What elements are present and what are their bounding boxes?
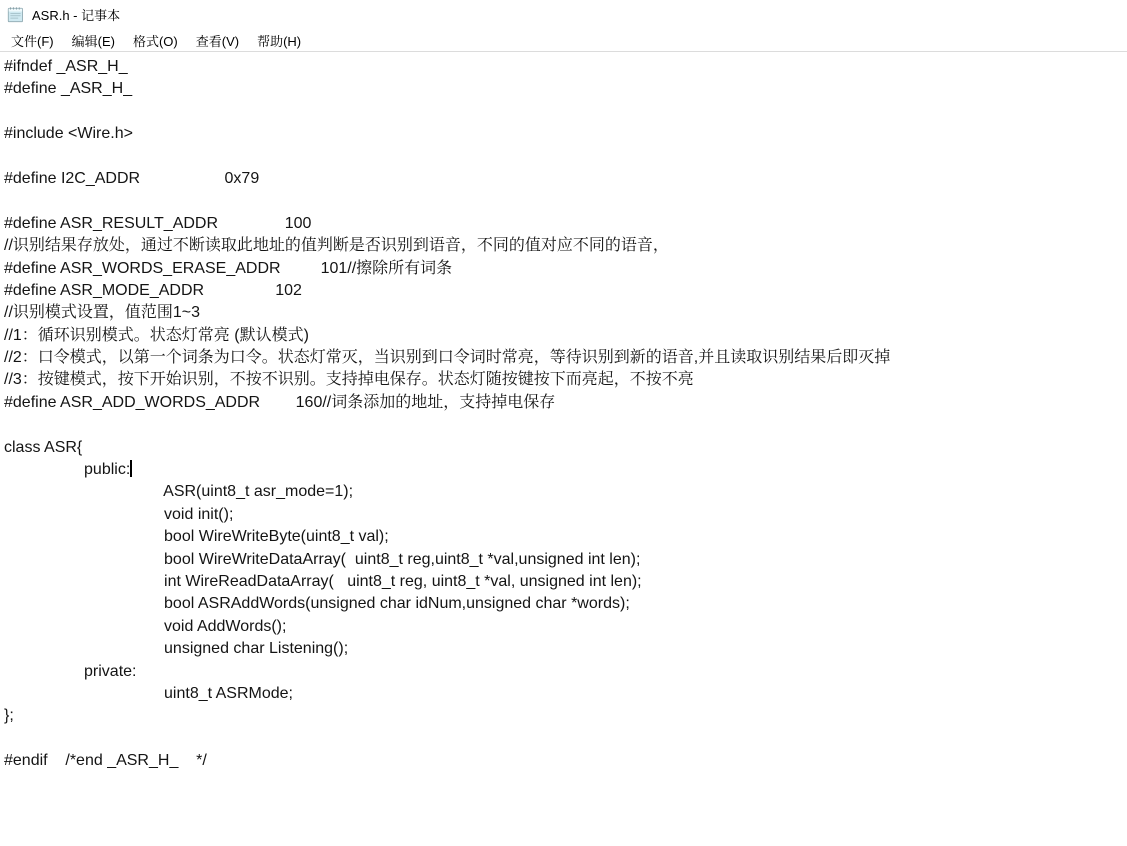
code-line: //3：按键模式，按下开始识别，不按不识别。支持掉电保存。状态灯随按键按下而亮起，不按不亮 [4, 371, 694, 389]
code-line: #define ASR_RESULT_ADDR 100 [4, 214, 312, 232]
code-line: bool WireWriteDataArray( uint8_t reg,uint8_t *val,unsigned int len); [4, 550, 641, 568]
code-line: void init(); [4, 505, 234, 523]
code-line: //2：口令模式，以第一个词条为口令。状态灯常灭，当识别到口令词时常亮，等待识别到新的语音,并且读取识别结果后即灭掉 [4, 349, 891, 367]
code-line: #define ASR_WORDS_ERASE_ADDR 101//擦除所有词条 [4, 259, 453, 277]
code-line: void AddWords(); [4, 617, 287, 635]
code-line: #define _ASR_H_ [4, 80, 133, 98]
code-line: //识别模式设置，值范围1~3 [4, 304, 201, 322]
text-caret [130, 460, 132, 477]
window-title: ASR.h - 记事本 [32, 8, 121, 23]
code-line: #endif /*end _ASR_H_ */ [4, 752, 207, 770]
code-line: uint8_t ASRMode; [4, 684, 293, 702]
code-line [4, 414, 1127, 436]
menu-item-format[interactable]: 格式(O) [132, 33, 178, 49]
notepad-icon [7, 6, 24, 23]
title-bar[interactable] [0, 0, 1127, 29]
code-line: bool WireWriteByte(uint8_t val); [4, 528, 389, 546]
code-line: #include <Wire.h> [4, 125, 133, 143]
menu-item-file[interactable]: 文件(F) [11, 33, 54, 49]
code-line: int WireReadDataArray( uint8_t reg, uint8_t *val, unsigned int len); [4, 572, 642, 590]
code-line: }; [4, 707, 14, 725]
code-line: class ASR{ [4, 438, 83, 456]
menu-item-view[interactable]: 查看(V) [195, 33, 240, 49]
menu-item-help[interactable]: 帮助(H) [257, 33, 302, 49]
code-line: public: [4, 461, 131, 479]
code-line: #define I2C_ADDR 0x79 [4, 169, 260, 187]
code-line: unsigned char Listening(); [4, 640, 349, 658]
text-editor[interactable] [0, 52, 1127, 846]
code-line: bool ASRAddWords(unsigned char idNum,unsigned char *words); [4, 595, 630, 613]
code-line: private: [4, 662, 137, 680]
code-line [4, 101, 1127, 123]
code-line: ASR(uint8_t asr_mode=1); [4, 483, 354, 501]
code-line: #define ASR_MODE_ADDR 102 [4, 281, 302, 299]
code-line: //识别结果存放处，通过不断读取此地址的值判断是否识别到语音，不同的值对应不同的语音， [4, 237, 669, 255]
code-line: #define ASR_ADD_WORDS_ADDR 160//词条添加的地址，支持掉电保存 [4, 393, 556, 411]
menu-item-edit[interactable]: 编辑(E) [71, 33, 115, 49]
code-line [4, 190, 1127, 212]
code-line [4, 146, 1127, 168]
code-line: #ifndef _ASR_H_ [4, 58, 128, 75]
menu-bar [0, 29, 1127, 52]
code-line: //1：循环识别模式。状态灯常亮 (默认模式) [4, 326, 309, 344]
code-line [4, 728, 1127, 750]
